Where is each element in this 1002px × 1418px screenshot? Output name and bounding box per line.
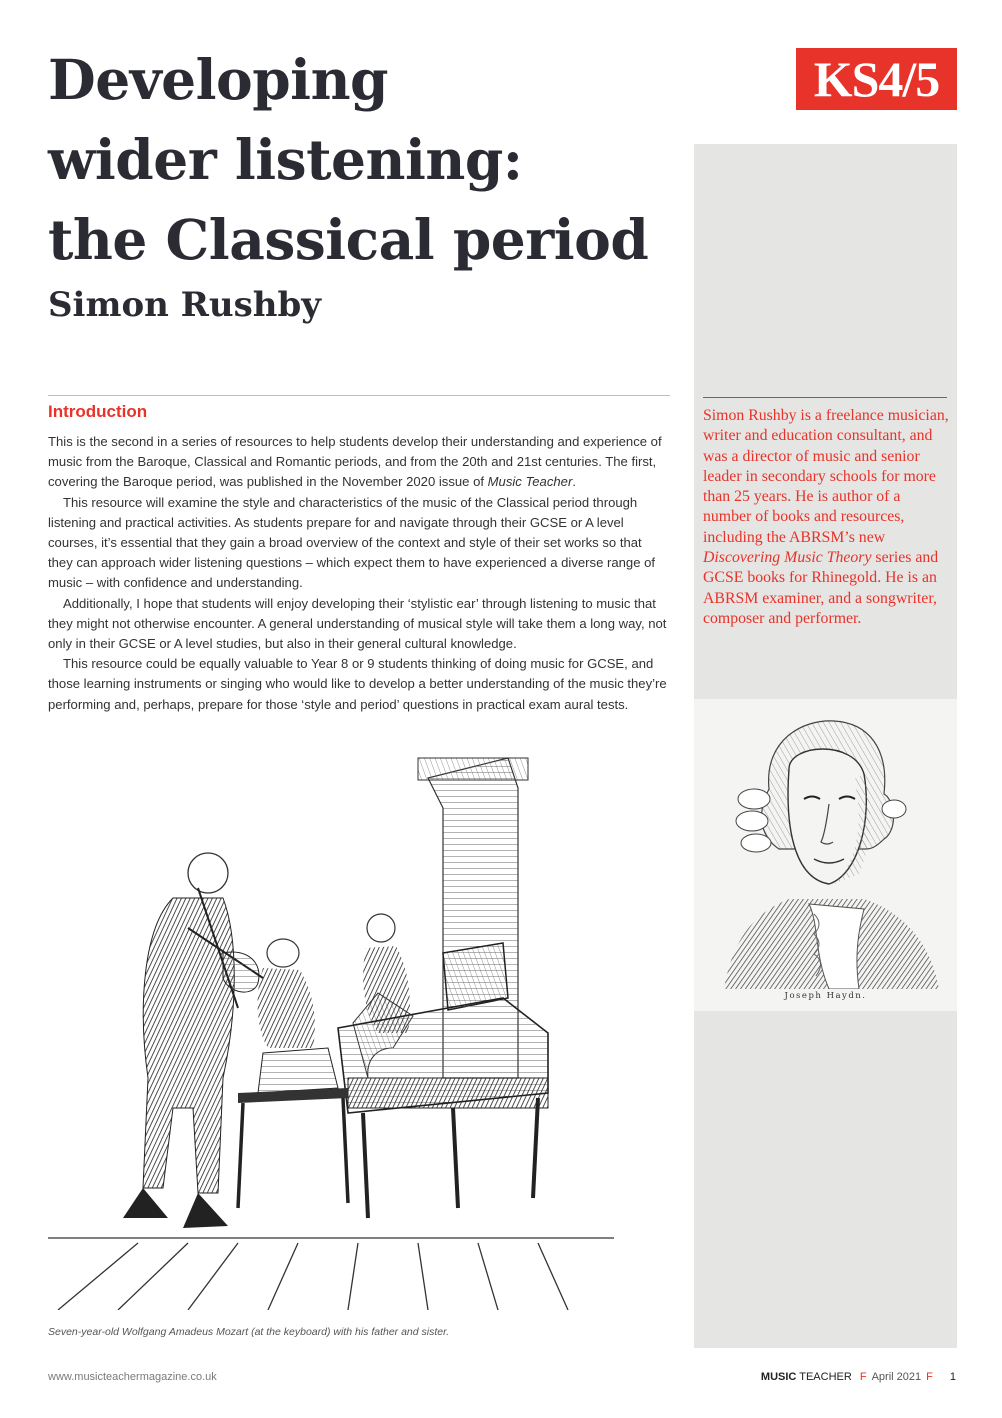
intro-paragraph-3: Additionally, I hope that students will enjoy developing their ‘stylistic ear’ through listening to music that they might not otherwise encounter. A general understanding of musical style will take them a long way, not only in their GCSE or A level studies, but also in their general cultural knowledge.	[48, 595, 667, 652]
footer-separator: F	[926, 1371, 933, 1383]
haydn-portrait	[694, 699, 957, 1011]
page-number: 1	[949, 1371, 956, 1383]
mozart-family-engraving	[48, 748, 614, 1310]
footer-issue-info	[761, 1371, 956, 1383]
author-bio: Simon Rushby is a freelance musician, writer and education consultant, and was a director of music and senior leader in secondary schools for more than 25 years. He is author of a number of books and resources, including the ABRSM’s new Discovering Music Theory series and GCSE books for Rhinegold. He is an ABRSM examiner, and a songwriter, composer and performer.	[703, 407, 949, 627]
intro-paragraph-2: This resource will examine the style and characteristics of the music of the Classical period through listening and practical activities. As students prepare for and navigate through their GCSE or A level courses, it’s essential that they gain a broad overview of the context and style of their set works so that they can approach wider listening questions – which expect them to have experienced a diverse range of music – with confidence and understanding.	[48, 494, 656, 591]
section-divider	[48, 395, 670, 396]
intro-paragraph-1: This is the second in a series of resources to help students develop their understanding and experience of music from the Baroque, Classical and Romantic periods, and from the 20th and 21st centuries. The first, covering the Baroque period, was published in the November 2020 issue of Music Teacher.	[48, 434, 662, 490]
portrait-engraving	[694, 699, 957, 989]
portrait-caption: Joseph Haydn.	[784, 991, 867, 1001]
figure-caption: Seven-year-old Wolfgang Amadeus Mozart (at the keyboard) with his father and sister.	[48, 1326, 450, 1338]
footer-magazine-name-bold: MUSIC	[760, 1371, 797, 1383]
footer-separator: F	[859, 1371, 867, 1383]
title-line-1: Developing	[48, 47, 389, 112]
key-stage-badge: KS4/5	[796, 48, 957, 110]
footer-website-link[interactable]: www.musicteachermagazine.co.uk	[48, 1371, 217, 1383]
article-title	[48, 40, 688, 280]
engraving-illustration	[48, 748, 614, 1310]
footer-issue-date: April 2021	[871, 1371, 922, 1383]
title-line-2: wider listening:	[48, 127, 523, 192]
title-line-3: the Classical period	[48, 207, 649, 272]
book-title-italic: Discovering Music Theory	[703, 549, 872, 567]
intro-body	[48, 432, 670, 715]
author-name: Simon Rushby	[48, 285, 322, 325]
magazine-title-italic: Music Teacher	[487, 474, 573, 490]
sidebar-divider	[703, 397, 947, 398]
footer-magazine-name: TEACHER	[799, 1371, 852, 1383]
intro-paragraph-4: This resource could be equally valuable to Year 8 or 9 students thinking of doing music for GCSE, and those learning instruments or singing who would like to develop a better understanding of the music they’re performing and, perhaps, prepare for those ‘style and period’ questions in practical exam aural tests.	[48, 656, 667, 712]
section-heading: Introduction	[48, 402, 148, 421]
